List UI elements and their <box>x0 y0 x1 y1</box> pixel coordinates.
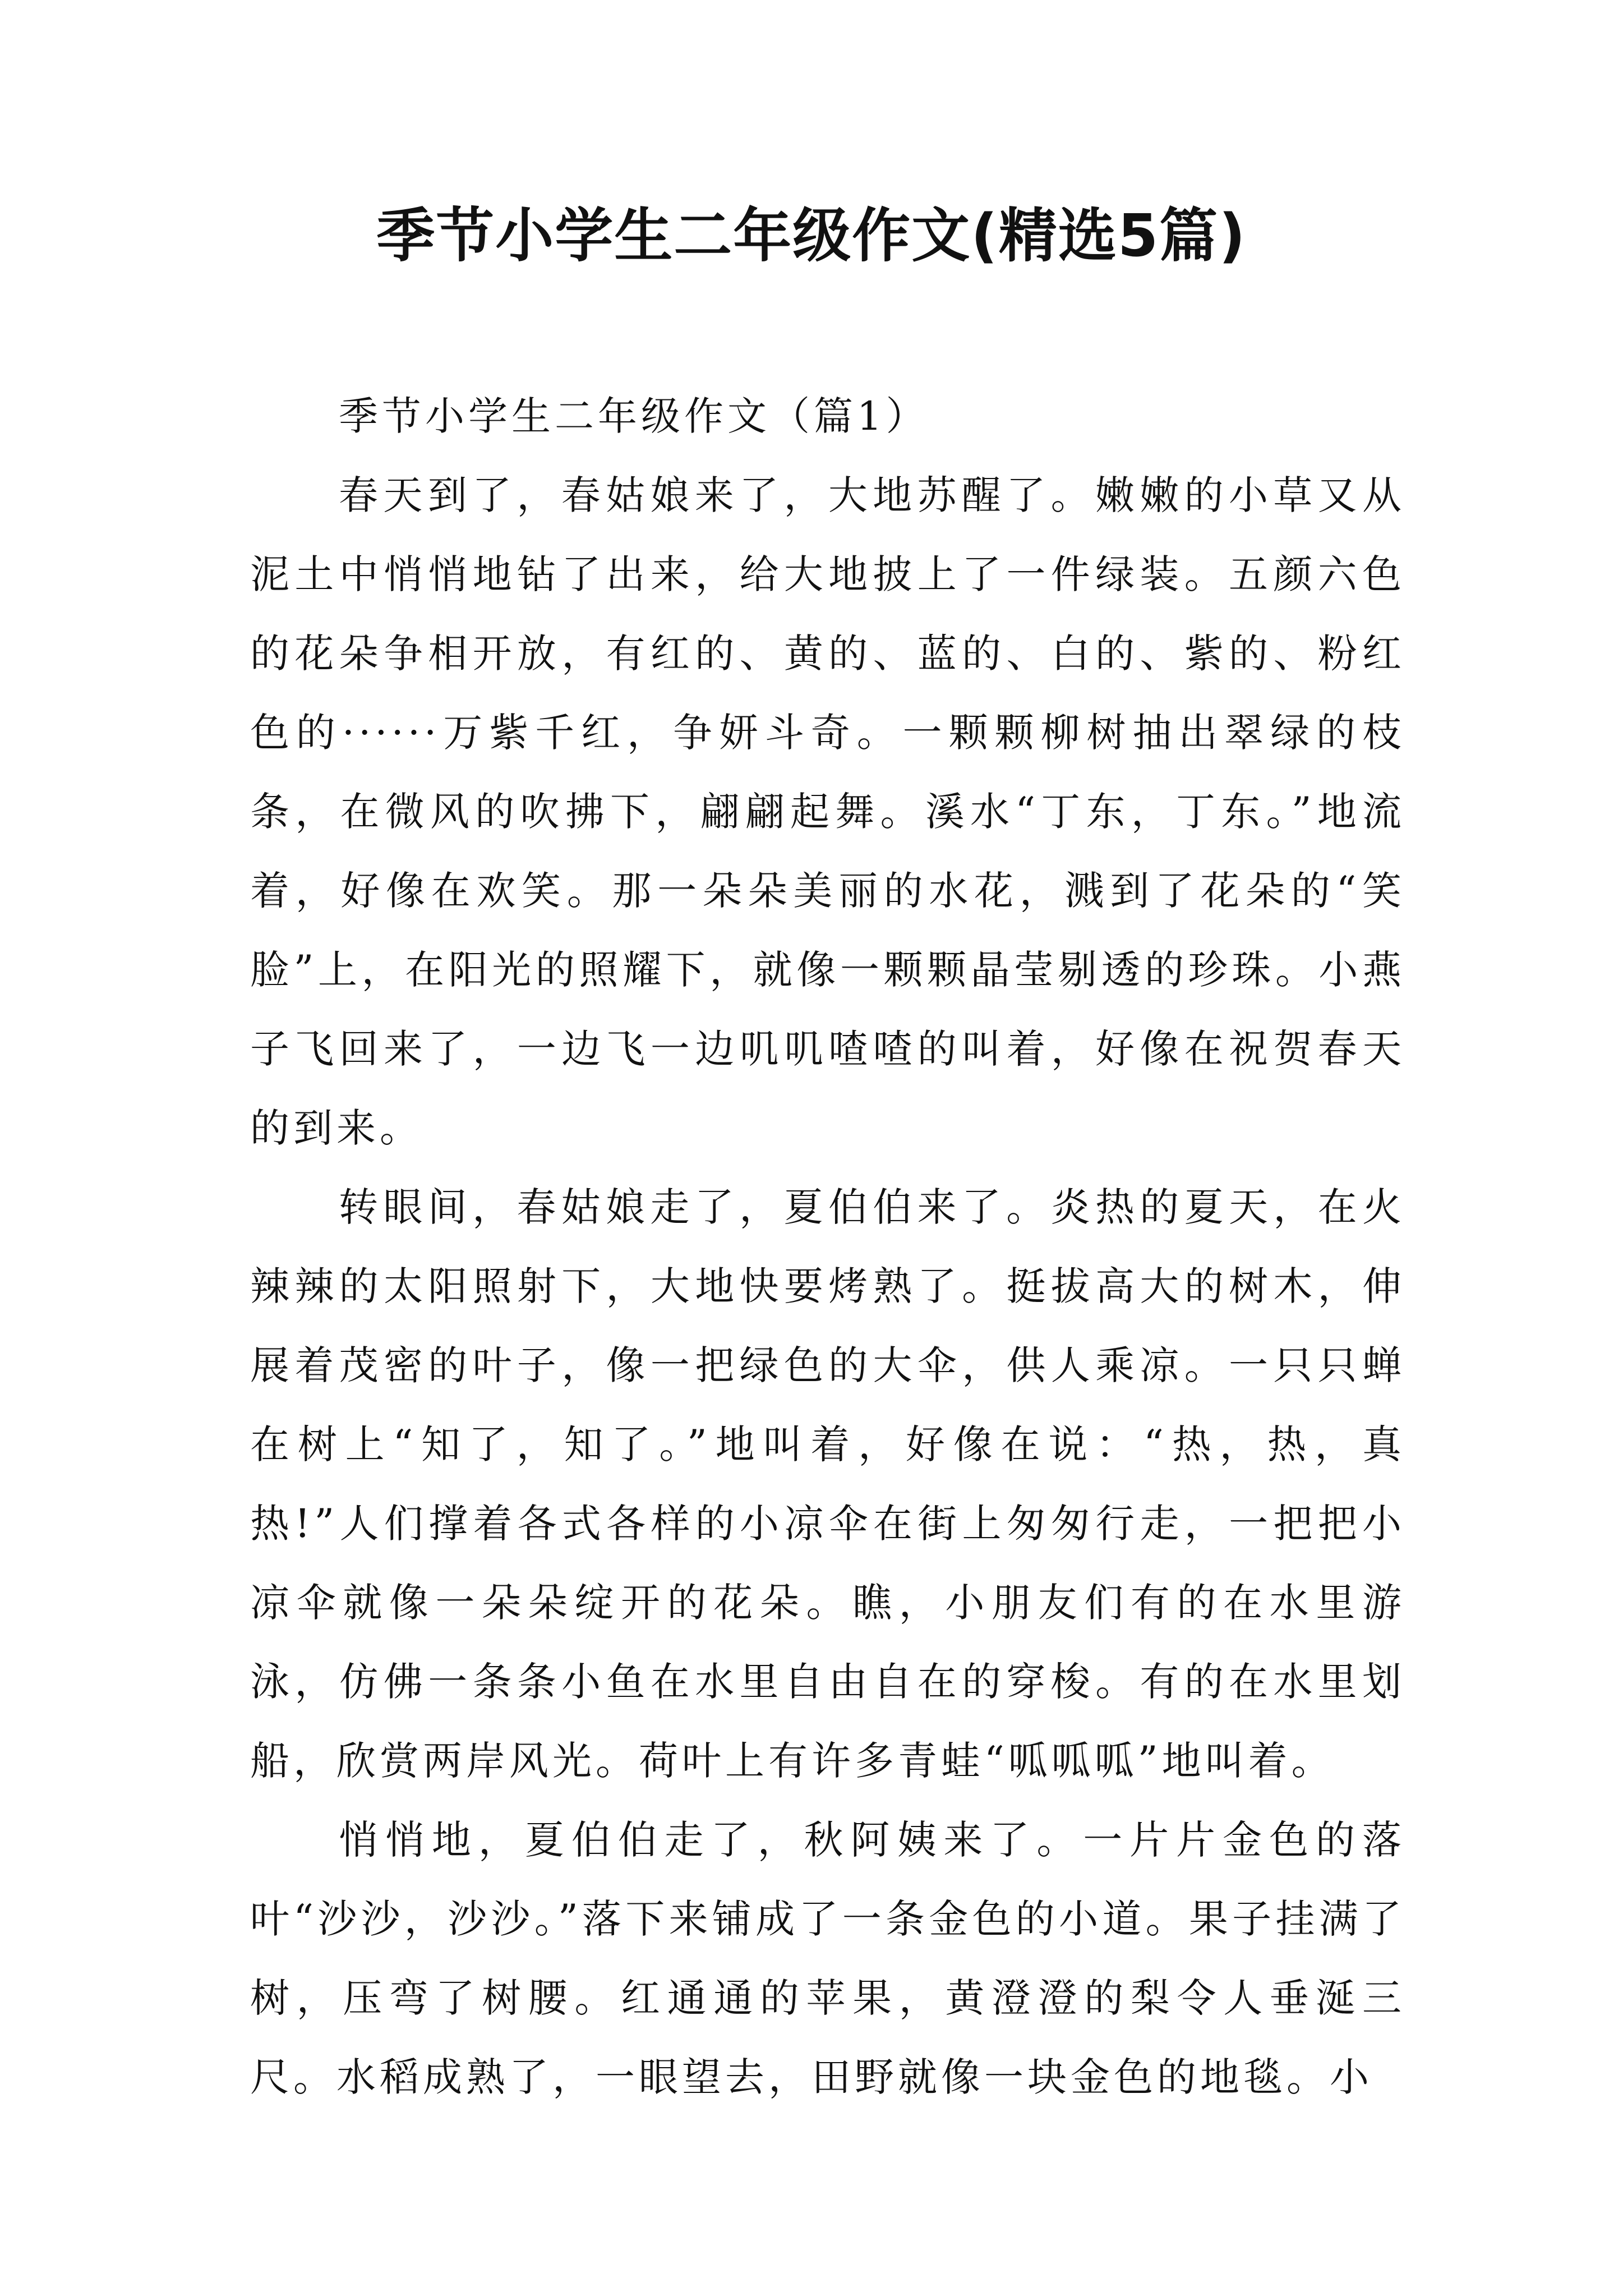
paragraph-autumn: 悄悄地，夏伯伯走了，秋阿姨来了。一片片金色的落叶“沙沙，沙沙。”落下来铺成了一条金色的小道。果子挂满了树，压弯了树腰。红通通的苹果，黄澄澄的梨令人垂涎三尺。水稻成熟了，一眼望去，田野就像一块金色的地毯。小 <box>250 1817 1405 2100</box>
section-heading: 季节小学生二年级作文（篇1） <box>339 393 929 439</box>
document-title: 季节小学生二年级作文(精选5篇) <box>376 201 1247 270</box>
paragraph-summer: 转眼间，春姑娘走了，夏伯伯来了。炎热的夏天，在火辣辣的太阳照射下，大地快要烤熟了。挺拔高大的树木，伸展着茂密的叶子，像一把绿色的大伞，供人乘凉。一只只蝉在树上“知了，知了。”地叫着，好像在说：“热，热，真热!”人们撑着各式各样的小凉伞在街上匆匆行走，一把把小凉伞就像一朵朵绽开的花朵。瞧，小朋友们有的在水里游泳，仿佛一条条小鱼在水里自由自在的穿梭。有的在水里划船，欣赏两岸风光。荷叶上有许多青蛙“呱呱呱”地叫着。 <box>250 1184 1405 1784</box>
paragraph-spring: 春天到了，春姑娘来了，大地苏醒了。嫩嫩的小草又从泥土中悄悄地钻了出来，给大地披上了一件绿装。五颜六色的花朵争相开放，有红的、黄的、蓝的、白的、紫的、粉红色的······万紫千红，争妍斗奇。一颗颗柳树抽出翠绿的枝条，在微风的吹拂下，翩翩起舞。溪水“丁东，丁东。”地流着，好像在欢笑。那一朵朵美丽的水花，溅到了花朵的“笑脸”上，在阳光的照耀下，就像一颗颗晶莹剔透的珍珠。小燕子飞回来了，一边飞一边叽叽喳喳的叫着，好像在祝贺春天的到来。 <box>250 472 1405 1151</box>
document-body <box>250 377 1405 2117</box>
